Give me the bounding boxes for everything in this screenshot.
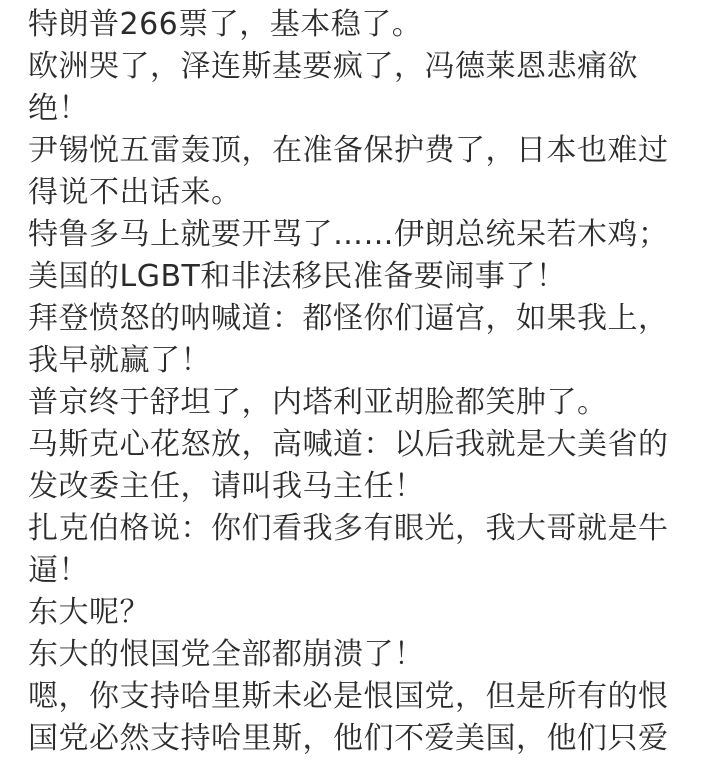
text-line: 东大呢？ bbox=[28, 595, 150, 630]
text-line: 嗯，你支持哈里斯未必是恨国党，但是所有的恨 bbox=[28, 679, 669, 714]
text-line: 尹锡悦五雷轰顶，在准备保护费了，日本也难过 bbox=[28, 133, 669, 168]
text-line: 得说不出话来。 bbox=[28, 175, 242, 210]
text-line: 发改委主任，请叫我马主任！ bbox=[28, 469, 425, 504]
text-line: 扎克伯格说：你们看我多有眼光，我大哥就是牛 bbox=[28, 511, 669, 546]
text-line: 绝！ bbox=[28, 91, 89, 126]
text-line: 普京终于舒坦了，内塔利亚胡脸都笑肿了。 bbox=[28, 385, 608, 420]
text-line: 特朗普266票了，基本稳了。 bbox=[28, 7, 423, 42]
post-text bbox=[28, 4, 712, 760]
text-line: 特鲁多马上就要开骂了……伊朗总统呆若木鸡； bbox=[28, 217, 669, 252]
text-line: 美国的LGBT和非法移民准备要闹事了！ bbox=[28, 259, 567, 294]
text-line: 欧洲哭了，泽连斯基要疯了，冯德莱恩悲痛欲 bbox=[28, 49, 638, 84]
text-line: 逼！ bbox=[28, 553, 89, 588]
text-line: 国党必然支持哈里斯，他们不爱美国，他们只爱 bbox=[28, 721, 669, 756]
text-line: 东大的恨国党全部都崩溃了！ bbox=[28, 637, 425, 672]
text-line: 马斯克心花怒放，高喊道：以后我就是大美省的 bbox=[28, 427, 669, 462]
text-line: 我早就赢了！ bbox=[28, 343, 211, 378]
text-line: 拜登愤怒的呐喊道：都怪你们逼宫，如果我上， bbox=[28, 301, 669, 336]
